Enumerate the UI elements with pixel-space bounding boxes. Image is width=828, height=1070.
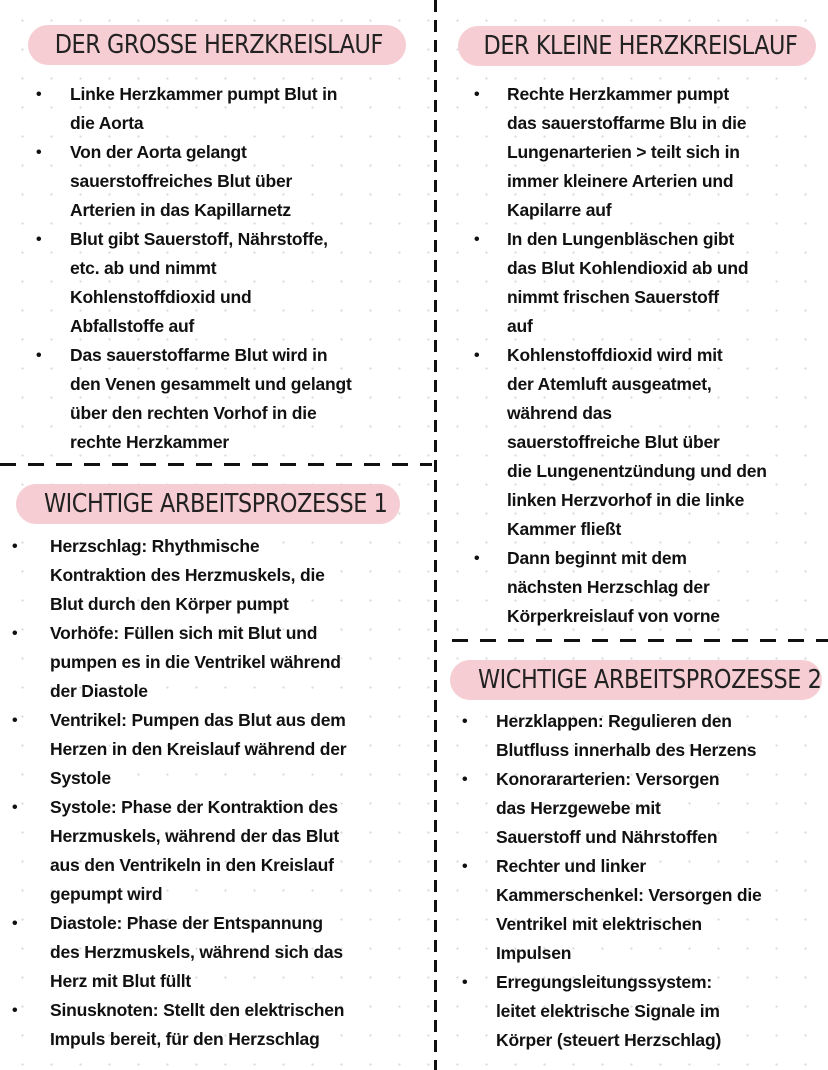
list-item-text: sauerstoffreiches Blut über (70, 171, 293, 191)
bullet-icon: • (474, 231, 480, 248)
list-item-text: die Lungenentzündung und den (507, 461, 767, 481)
list-item-text: des Herzmuskels, während sich das (50, 942, 343, 962)
list-item-text: sauerstoffreiche Blut über (507, 432, 720, 452)
heading-arbeitsprozesse-1: WICHTIGE ARBEITSPROZESSE 1 (16, 484, 400, 524)
list-item (36, 341, 352, 457)
horizontal-divider-left (0, 463, 432, 466)
list-item (36, 80, 352, 138)
list-item-text: leitet elektrische Signale im (496, 1001, 720, 1021)
list-item-text: Erregungsleitungssystem: (496, 972, 712, 992)
bullet-icon: • (36, 231, 42, 248)
list-item-text: Lungenarterien > teilt sich in (507, 142, 740, 162)
list-item-text: etc. ab und nimmt (70, 258, 217, 278)
list-item (36, 138, 352, 225)
bullet-icon: • (12, 915, 18, 932)
list-item (12, 793, 346, 909)
list-item-text: aus den Ventrikeln in den Kreislauf (50, 855, 334, 875)
list-item (474, 80, 767, 225)
list-item (12, 996, 346, 1054)
list-item-text: den Venen gesammelt und gelangt (70, 374, 352, 394)
list-item-text: Kammer fließt (507, 519, 622, 539)
list-item (474, 544, 767, 631)
list-item-text: rechte Herzkammer (70, 432, 230, 452)
bullet-icon: • (12, 799, 18, 816)
list-item-text: Kammerschenkel: Versorgen die (496, 885, 762, 905)
list-item (462, 968, 762, 1055)
list-item-text: das Blut Kohlendioxid ab und (507, 258, 749, 278)
list-item-text: das Herzgewebe mit (496, 798, 661, 818)
list-item-text: Impulsen (496, 943, 572, 963)
list-item-text: In den Lungenbläschen gibt (507, 229, 735, 249)
bullet-icon: • (36, 347, 42, 364)
list-item-text: über den rechten Vorhof in die (70, 403, 317, 423)
list-item (12, 619, 346, 706)
bullet-icon: • (474, 86, 480, 103)
list-item-text: Blutfluss innerhalb des Herzens (496, 740, 757, 760)
vertical-divider (434, 0, 437, 1070)
list-item-text: der Atemluft ausgeatmet, (507, 374, 712, 394)
list-item (36, 225, 352, 341)
list-item-text: Kapilarre auf (507, 200, 612, 220)
bullet-icon: • (36, 86, 42, 103)
list-item-text: Herzen in den Kreislauf während der (50, 739, 347, 759)
heading-grosser-kreislauf: DER GROSSE HERZKREISLAUF (28, 25, 406, 65)
horizontal-divider-right (452, 639, 828, 642)
list-item-text: nächsten Herzschlag der (507, 577, 710, 597)
bullet-icon: • (462, 858, 468, 875)
list-item-text: Rechter und linker (496, 856, 647, 876)
list-item-text: Sinusknoten: Stellt den elektrischen (50, 1000, 345, 1020)
list-item (462, 852, 762, 968)
bullet-icon: • (12, 625, 18, 642)
list-item-text: linken Herzvorhof in die linke (507, 490, 745, 510)
list-item-text: Abfallstoffe auf (70, 316, 195, 336)
list-item-text: Herzschlag: Rhythmische (50, 536, 260, 556)
list-grosser-kreislauf (36, 80, 352, 457)
list-item-text: Körper (steuert Herzschlag) (496, 1030, 722, 1050)
list-item-text: Sauerstoff und Nährstoffen (496, 827, 718, 847)
list-item (462, 707, 762, 765)
list-item-text: Von der Aorta gelangt (70, 142, 247, 162)
bullet-icon: • (474, 550, 480, 567)
bullet-icon: • (36, 144, 42, 161)
list-item-text: Kohlenstoffdioxid und (70, 287, 252, 307)
list-item-text: während das (507, 403, 612, 423)
list-item-text: Rechte Herzkammer pumpt (507, 84, 729, 104)
list-item-text: Herzmuskels, während der das Blut (50, 826, 340, 846)
list-item-text: Kontraktion des Herzmuskels, die (50, 565, 325, 585)
list-item-text: Diastole: Phase der Entspannung (50, 913, 323, 933)
list-item (12, 706, 346, 793)
bullet-icon: • (462, 974, 468, 991)
list-arbeitsprozesse-1 (12, 532, 346, 1054)
list-item (462, 765, 762, 852)
list-item-text: Kohlenstoffdioxid wird mit (507, 345, 723, 365)
bullet-icon: • (462, 771, 468, 788)
list-item-text: Systole (50, 768, 111, 788)
bullet-icon: • (12, 1002, 18, 1019)
list-item-text: Ventrikel: Pumpen das Blut aus dem (50, 710, 346, 730)
list-item-text: Dann beginnt mit dem (507, 548, 687, 568)
list-item-text: Impuls bereit, für den Herzschlag (50, 1029, 320, 1049)
list-item-text: das sauerstoffarme Blu in die (507, 113, 747, 133)
list-item (474, 225, 767, 341)
list-item-text: Ventrikel mit elektrischen (496, 914, 702, 934)
bullet-icon: • (12, 712, 18, 729)
list-item-text: die Aorta (70, 113, 144, 133)
list-item-text: der Diastole (50, 681, 148, 701)
list-item-text: immer kleinere Arterien und (507, 171, 734, 191)
list-item (474, 341, 767, 544)
list-item-text: gepumpt wird (50, 884, 163, 904)
list-item (12, 532, 346, 619)
bullet-icon: • (12, 538, 18, 555)
list-arbeitsprozesse-2 (462, 707, 762, 1055)
list-item-text: Blut durch den Körper pumpt (50, 594, 289, 614)
list-item-text: Arterien in das Kapillarnetz (70, 200, 291, 220)
list-item (12, 909, 346, 996)
list-item-text: Blut gibt Sauerstoff, Nährstoffe, (70, 229, 328, 249)
list-item-text: auf (507, 316, 533, 336)
list-item-text: Systole: Phase der Kontraktion des (50, 797, 338, 817)
list-item-text: Linke Herzkammer pumpt Blut in (70, 84, 338, 104)
list-kleiner-kreislauf (474, 80, 767, 631)
list-item-text: nimmt frischen Sauerstoff (507, 287, 719, 307)
bullet-icon: • (462, 713, 468, 730)
list-item-text: Vorhöfe: Füllen sich mit Blut und (50, 623, 318, 643)
heading-kleiner-kreislauf: DER KLEINE HERZKREISLAUF (458, 26, 816, 66)
list-item-text: Das sauerstoffarme Blut wird in (70, 345, 328, 365)
bullet-icon: • (474, 347, 480, 364)
list-item-text: Konorararterien: Versorgen (496, 769, 720, 789)
list-item-text: pumpen es in die Ventrikel während (50, 652, 341, 672)
heading-arbeitsprozesse-2: WICHTIGE ARBEITSPROZESSE 2 (450, 660, 822, 700)
list-item-text: Körperkreislauf von vorne (507, 606, 720, 626)
list-item-text: Herzklappen: Regulieren den (496, 711, 732, 731)
list-item-text: Herz mit Blut füllt (50, 971, 192, 991)
